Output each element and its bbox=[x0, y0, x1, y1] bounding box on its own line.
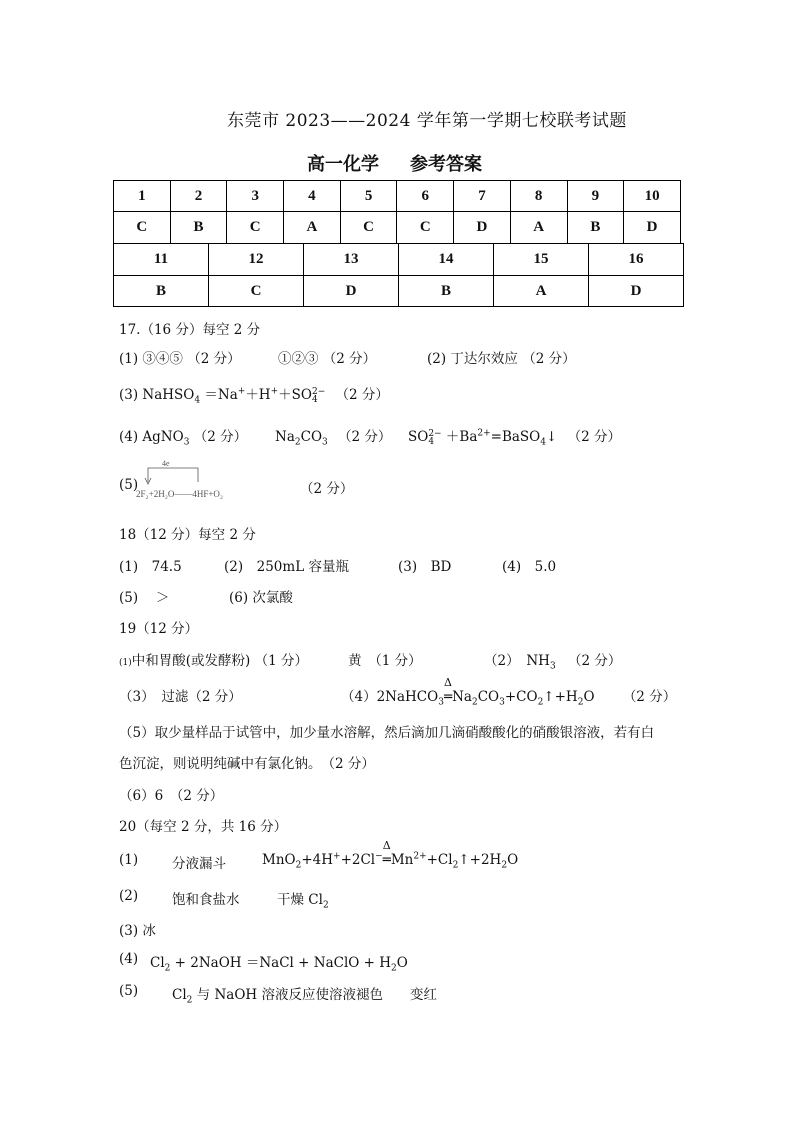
exam-title: 东莞市 2023——2024 学年第一学期七校联考试题 bbox=[227, 111, 627, 131]
question-number-row bbox=[114, 181, 681, 212]
answer-cell: A bbox=[510, 212, 567, 244]
answer-key-title: 参考答案 bbox=[410, 154, 482, 175]
q19-answer-1a: (1)中和胃酸(或发酵粉) （1 分） bbox=[119, 653, 308, 669]
answer-cell: B bbox=[170, 212, 227, 244]
q20-answer-2a: 饱和食盐水 bbox=[172, 892, 240, 908]
question-number: 10 bbox=[624, 181, 681, 212]
electron-count: 4e bbox=[162, 460, 170, 468]
answer-cell: C bbox=[340, 212, 397, 244]
answer-cell: C bbox=[209, 276, 304, 307]
subject-title: 高一化学 bbox=[307, 154, 379, 175]
fluorine-water-equation: 2F₂+2H₂O——4HF+O₂ bbox=[136, 489, 224, 499]
q20-answer-4: $Cl_2$ + 2NaOH ＝NaCl + NaClO + $H_2O$ bbox=[150, 955, 408, 974]
q20-answer-3: (3) 冰 bbox=[119, 923, 156, 939]
q20-answer-5a: $Cl_2$ 与 NaOH 溶液反应使溶液褪色 bbox=[172, 987, 383, 1006]
heat-condition: Δ ═ bbox=[443, 676, 453, 705]
answer-cell: D bbox=[454, 212, 511, 244]
q20-heading: 20（每空 2 分，共 16 分） bbox=[119, 819, 288, 835]
answer-row bbox=[114, 276, 684, 307]
q17-answer-4c: SO 2− 4 $+Ba^{2+}=BaSO_4↓$ （2 分） bbox=[408, 428, 621, 448]
answer-cell: D bbox=[304, 276, 399, 307]
question-number: 5 bbox=[340, 181, 397, 212]
q20-answer-1b: MnO$_2$+4H++2Cl− Δ $═Mn^{2+}+Cl_2↑+2H_2O$ bbox=[262, 839, 519, 871]
question-number: 11 bbox=[114, 244, 209, 276]
q18-heading: 18（12 分）每空 2 分 bbox=[119, 527, 256, 543]
question-number: 1 bbox=[114, 181, 171, 212]
question-number: 3 bbox=[227, 181, 284, 212]
q17-answer-5-score: （2 分） bbox=[300, 481, 354, 497]
question-number: 2 bbox=[170, 181, 227, 212]
q20-answer-4-label: (4) bbox=[119, 951, 139, 967]
q19-answer-3: （3） 过滤（2 分） bbox=[119, 689, 242, 705]
q18-answer-4: (4) 5.0 bbox=[502, 559, 557, 575]
q19-answer-6: （6）6 （2 分） bbox=[119, 788, 224, 804]
q20-answer-1-label: (1) bbox=[119, 852, 139, 868]
answer-cell: A bbox=[284, 212, 341, 244]
question-number: 15 bbox=[494, 244, 589, 276]
q19-answer-5-line1: （5）取少量样品于试管中，加少量水溶解，然后滴加几滴硝酸酸化的硝酸银溶液，若有白 bbox=[119, 725, 655, 741]
answer-cell: D bbox=[589, 276, 684, 307]
question-number: 14 bbox=[399, 244, 494, 276]
q20-answer-1a: 分液漏斗 bbox=[172, 856, 226, 872]
q17-answer-5-label: (5) bbox=[119, 477, 139, 493]
q18-answer-1: (1) 74.5 bbox=[119, 559, 182, 575]
q17-heading: 17.（16 分）每空 2 分 bbox=[119, 322, 261, 338]
answer-cell: C bbox=[114, 212, 171, 244]
answer-row bbox=[114, 212, 681, 244]
answer-cell: D bbox=[624, 212, 681, 244]
question-number-row bbox=[114, 244, 684, 276]
q19-answer-5-line2: 色沉淀，则说明纯碱中有氯化钠。 （2 分） bbox=[119, 756, 375, 772]
q19-answer-1b: 黄 （1 分） bbox=[348, 653, 422, 669]
q19-answer-4: （4）2NaHCO$_3$ Δ $═Na_2CO_3+CO_2↑+H_2O$ （2 分） bbox=[341, 676, 677, 708]
q20-answer-2-label: (2) bbox=[119, 888, 139, 904]
answer-cell: B bbox=[114, 276, 209, 307]
answer-table-1 bbox=[113, 180, 681, 244]
q18-answer-3: (3) BD bbox=[398, 559, 452, 575]
q17-answer-1b: ①②③ （2 分） bbox=[278, 351, 377, 367]
q20-answer-2b: 干燥 $Cl_2$ bbox=[277, 892, 329, 911]
question-number: 7 bbox=[454, 181, 511, 212]
question-number: 12 bbox=[209, 244, 304, 276]
answer-cell: B bbox=[399, 276, 494, 307]
q18-answer-2: (2) 250mL 容量瓶 bbox=[224, 559, 349, 575]
question-number: 16 bbox=[589, 244, 684, 276]
answer-cell: B bbox=[567, 212, 624, 244]
q19-answer-2: （2） $NH_3$ （2 分） bbox=[484, 653, 622, 672]
q20-answer-5-label: (5) bbox=[119, 983, 139, 999]
heat-condition: Δ ═ bbox=[382, 839, 391, 868]
q19-heading: 19（12 分） bbox=[119, 621, 199, 637]
question-number: 4 bbox=[284, 181, 341, 212]
question-number: 8 bbox=[510, 181, 567, 212]
electron-transfer-diagram bbox=[128, 460, 278, 510]
q17-answer-4b: $Na_2CO_3$ （2 分） bbox=[275, 429, 392, 448]
q18-answer-5: (5) ＞ bbox=[119, 590, 170, 606]
q17-answer-1a: (1) ③④⑤ （2 分） bbox=[119, 351, 241, 367]
question-number: 9 bbox=[567, 181, 624, 212]
electron-transfer-bracket bbox=[148, 468, 198, 482]
answer-cell: C bbox=[397, 212, 454, 244]
answer-cell: C bbox=[227, 212, 284, 244]
answer-cell: A bbox=[494, 276, 589, 307]
q20-answer-5b: 变红 bbox=[410, 987, 437, 1003]
question-number: 13 bbox=[304, 244, 399, 276]
question-number: 6 bbox=[397, 181, 454, 212]
q17-answer-2: (2) 丁达尔效应 （2 分） bbox=[427, 351, 576, 367]
q18-answer-6: (6) 次氯酸 bbox=[229, 590, 293, 606]
answer-table-2 bbox=[113, 243, 684, 307]
q17-answer-4a: (4) AgNO$_3$ （2 分） bbox=[119, 429, 248, 448]
q17-answer-3: (3) NaHSO$_4$ ＝Na+＋H+＋SO 2− 4 （2 分） bbox=[119, 386, 389, 406]
